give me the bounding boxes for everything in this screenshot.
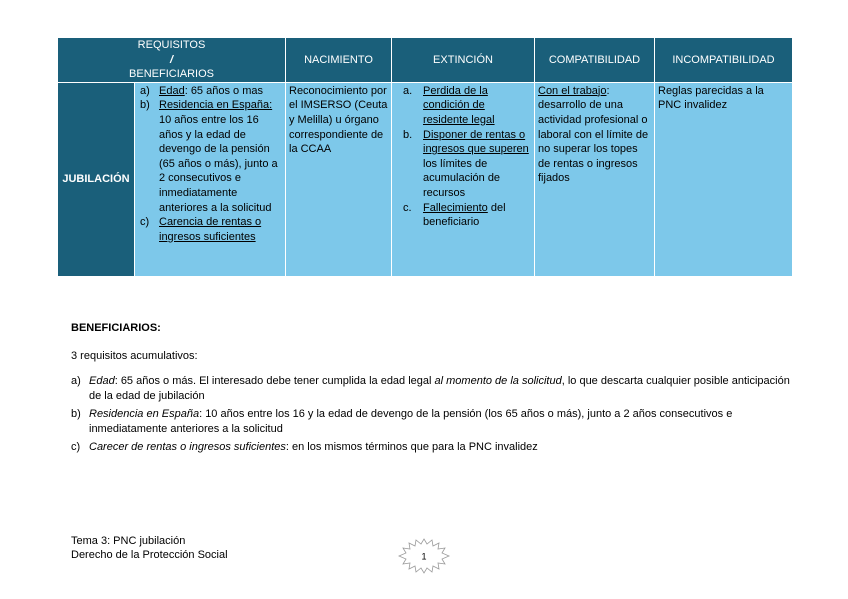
list-item-term: Edad: [89, 375, 115, 387]
list-item-emphasis: al momento de la solicitud: [434, 375, 562, 387]
ext-marker-a: a.: [403, 84, 413, 97]
page-number: 1: [421, 551, 427, 562]
header-requisitos: [58, 38, 286, 83]
req-carencia-label: Carencia de rentas o ingresos suficientes: [159, 216, 262, 243]
ext-item-fallecimiento: [395, 201, 531, 230]
req-marker-a: a): [140, 84, 150, 97]
cell-compatibilidad: [535, 82, 655, 276]
header-requisitos-slash: /: [169, 53, 174, 66]
header-incompatibilidad: INCOMPATIBILIDAD: [655, 38, 793, 83]
req-residencia-label: Residencia en España:: [159, 99, 273, 112]
list-item-text: : 65 años o más. El interesado debe tener cumplida la edad legal: [114, 375, 435, 387]
section-intro: 3 requisitos acumulativos:: [71, 350, 198, 362]
list-item: [71, 407, 791, 437]
header-extincion: EXTINCIÓN: [392, 38, 535, 83]
beneficiarios-section: [71, 321, 791, 458]
list-item-text-cont: , lo que descarta cualquier posible anticipación de la edad de jubilación: [89, 375, 790, 402]
comp-trabajo-label: Con el trabajo: [538, 84, 607, 97]
requirements-list: [71, 374, 791, 455]
ext-marker-c: c.: [403, 201, 412, 214]
cell-nacimiento: Reconocimiento por el IMSERSO (Ceuta y Melilla) u órgano correspondiente de la CCAA: [286, 82, 392, 276]
section-heading: BENEFICIARIOS:: [71, 322, 161, 334]
ext-item-rentas: [395, 128, 531, 201]
list-item-term: Carecer de rentas o ingresos suficientes: [89, 441, 286, 453]
list-marker: a): [71, 375, 81, 387]
benefits-table: [57, 37, 793, 277]
page-footer: [71, 534, 228, 562]
footer-course: Derecho de la Protección Social: [71, 549, 228, 561]
ext-item-perdida: [395, 84, 531, 128]
list-marker: c): [71, 441, 81, 453]
list-item: [71, 440, 791, 455]
table-header-row: [58, 38, 793, 83]
list-item-text: : 10 años entre los 16 y la edad de devengo de la pensión (los 65 años o más), junto a 2 años consecutivos e inmediatamente anteriores a la solicitud: [89, 408, 733, 435]
header-nacimiento: NACIMIENTO: [286, 38, 392, 83]
header-requisitos-line3: BENEFICIARIOS: [129, 68, 214, 81]
list-marker: b): [71, 408, 81, 420]
req-item-carencia: [138, 215, 282, 244]
req-item-residencia: [138, 98, 282, 215]
list-item-term: Residencia en España: [89, 408, 200, 420]
req-edad-text: : 65 años o mas: [184, 84, 263, 97]
ext-fallecimiento-text: del beneficiario: [423, 201, 506, 229]
cell-incompatibilidad: Reglas parecidas a la PNC invalidez: [655, 82, 793, 276]
req-marker-b: b): [140, 99, 150, 112]
req-item-edad: [138, 84, 282, 99]
header-requisitos-line1: REQUISITOS: [137, 39, 206, 51]
row-label-jubilacion: JUBILACIÓN: [58, 82, 135, 276]
page-number-badge: [398, 538, 450, 574]
cell-extincion: [392, 82, 535, 276]
ext-fallecimiento-label: Fallecimiento: [423, 201, 488, 214]
ext-perdida-label: Perdida de la condición de residente legal: [423, 84, 495, 126]
req-edad-label: Edad: [159, 84, 185, 97]
comp-trabajo-text: : desarrollo de una actividad profesional o laboral con el límite de no superar los topes de rentas o ingresos fijados: [538, 84, 649, 185]
ext-marker-b: b.: [403, 128, 413, 141]
list-item-text: : en los mismos términos que para la PNC invalidez: [285, 441, 538, 453]
req-marker-c: c): [140, 216, 150, 229]
ext-rentas-label: Disponer de rentas o ingresos que superen: [423, 128, 529, 156]
cell-requisitos: [135, 82, 286, 276]
table-row: [58, 82, 793, 276]
ext-rentas-text: los límites de acumulación de recursos: [423, 157, 501, 199]
header-compatibilidad: COMPATIBILIDAD: [535, 38, 655, 83]
req-residencia-text: 10 años entre los 16 años y la edad de devengo de la pensión (65 años o más), junto a 2 consecutivos e inmediatamente anteriores a la solicitud: [159, 113, 278, 214]
list-item: [71, 374, 791, 404]
footer-topic: Tema 3: PNC jubilación: [71, 535, 186, 547]
